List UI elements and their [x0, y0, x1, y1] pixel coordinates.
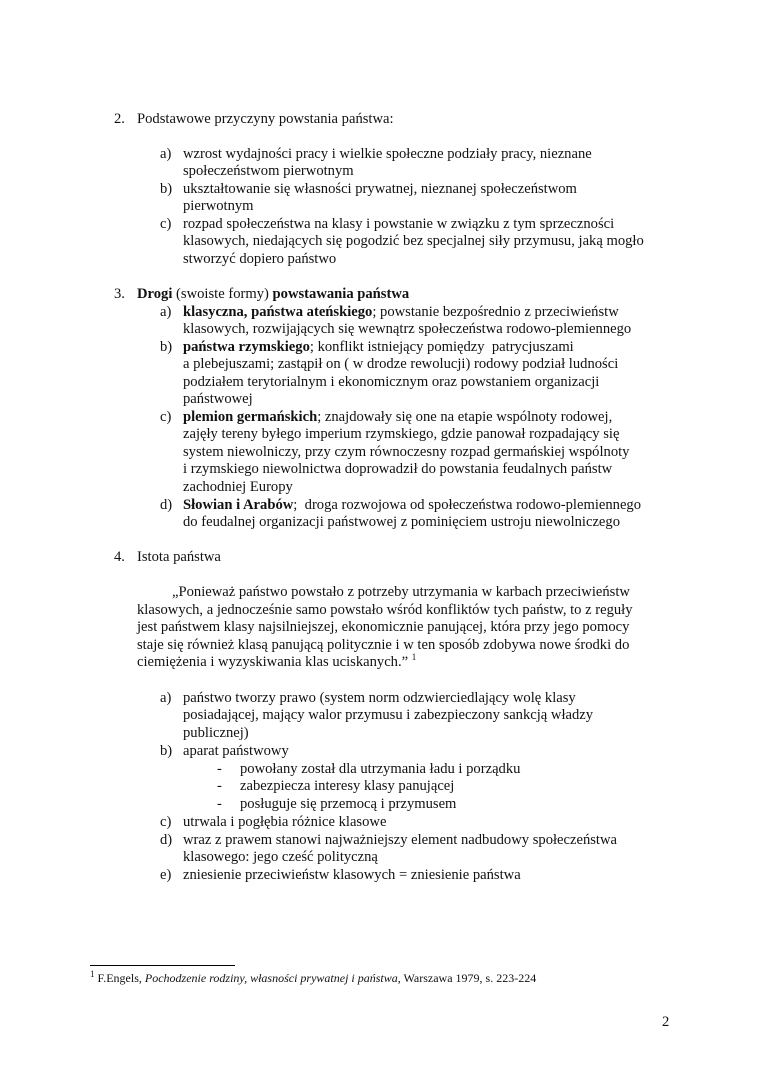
sec2-item-a-line: społeczeństwom pierwotnym	[183, 163, 354, 179]
quote-line: jest państwem klasy najsilniejszej, ekonomicznie panującej, która przy jego pomocy	[137, 619, 630, 635]
sub-item-dash: -	[217, 778, 222, 794]
quote-last-line	[137, 654, 416, 671]
sub-item-text: posługuje się przemocą i przymusem	[240, 796, 457, 812]
sub-item-text: powołany został dla utrzymania ładu i porządku	[240, 761, 521, 777]
sec4-item-d-line: wraz z prawem stanowi najważniejszy element nadbudowy społeczeństwa	[183, 832, 618, 848]
sec2-item-c-line: rozpad społeczeństwa na klasy i powstanie w związku z tym sprzeczności	[183, 216, 615, 232]
sec3-item-d-first-line	[183, 497, 641, 514]
footnote-mark: 1	[90, 969, 95, 979]
sec3-item-c-rest: ; znajdowały się one na etapie wspólnoty rodowej,	[317, 409, 613, 425]
section-3-title-normal: (swoiste formy)	[172, 286, 273, 302]
sec2-item-c-line: stworzyć dopiero państwo	[183, 251, 337, 267]
sec4-item-a-label: a)	[160, 690, 172, 706]
sec3-item-c-first-line	[183, 409, 612, 426]
section-3-title-bold: powstawania państwa	[272, 286, 410, 302]
sec2-item-b-line: pierwotnym	[183, 198, 254, 214]
sec3-item-b-label: b)	[160, 339, 173, 355]
sec2-item-a-label: a)	[160, 146, 172, 162]
footnote-separator	[90, 965, 235, 966]
sec4-item-b-label: b)	[160, 743, 173, 759]
section-2-title: Podstawowe przyczyny powstania państwa:	[137, 111, 394, 127]
sub-item-dash: -	[217, 796, 222, 812]
sec4-item-e-label: e)	[160, 867, 172, 883]
quote-line: ciemiężenia i wyzyskiwania klas uciskanych.”	[137, 654, 412, 670]
sec3-item-a-label: a)	[160, 304, 172, 320]
sec3-item-c-line: i rzymskiego niewolnictwa doprowadził do powstania feudalnych państw	[183, 461, 613, 477]
section-3-number: 3.	[114, 286, 125, 302]
sec3-item-c-label: c)	[160, 409, 172, 425]
sec3-item-d-rest: ; droga rozwojowa od społeczeństwa rodowo-plemiennego	[293, 497, 642, 513]
sec3-item-b-line: a plebejuszami; zastąpił on ( w drodze rewolucji) rodowy podział ludności	[183, 356, 619, 372]
sec3-item-d-bold: Słowian i Arabów	[183, 497, 294, 513]
section-2-number: 2.	[114, 111, 125, 127]
sec4-item-d-label: d)	[160, 832, 173, 848]
sec4-item-c-label: c)	[160, 814, 172, 830]
page-number: 2	[662, 1014, 670, 1030]
sec4-item-d-line: klasowego: jego cześć polityczną	[183, 849, 378, 865]
sec4-item-a-line: publicznej)	[183, 725, 249, 741]
quote-line: „Ponieważ państwo powstało z potrzeby utrzymania w karbach przeciwieństw	[172, 584, 630, 600]
sec3-item-c-line: zajęły tereny byłego imperium rzymskiego, gdzie panował rozpadający się	[183, 426, 620, 442]
quote-line: klasowych, a jednocześnie samo powstało wśród konfliktów tych państw, to z reguły	[137, 602, 633, 618]
footnote	[90, 971, 536, 985]
footnote-rest: , Warszawa 1979, s. 223-224	[397, 971, 537, 985]
sec2-item-b-label: b)	[160, 181, 173, 197]
sec3-item-b-line: podziałem terytorialnym i ekonomicznym oraz powstaniem organizacji	[183, 374, 600, 390]
sec3-item-b-line: państwowej	[183, 391, 253, 407]
section-4-number: 4.	[114, 549, 125, 565]
sec3-item-d-label: d)	[160, 497, 173, 513]
section-3-title-bold: Drogi	[137, 286, 173, 302]
sub-item-dash: -	[217, 761, 222, 777]
section-3-title	[137, 286, 409, 303]
sub-item-text: zabezpiecza interesy klasy panującej	[240, 778, 455, 794]
sec4-item-a-line: państwo tworzy prawo (system norm odzwierciedlający wolę klasy	[183, 690, 576, 706]
sec3-item-c-line: system niewolniczy, przy czym równoczesny rozpad germańskiej wspólnoty	[183, 444, 630, 460]
sec2-item-a-line: wzrost wydajności pracy i wielkie społeczne podziały pracy, nieznane	[183, 146, 592, 162]
sec3-item-c-bold: plemion germańskich	[183, 409, 318, 425]
quote-line: staje się również klasą panującą politycznie i w ten sposób zdobywa nowe środki do	[137, 637, 630, 653]
sec3-item-a-bold: klasyczna, państwa ateńskiego	[183, 304, 373, 320]
sec3-item-d-line: do feudalnej organizacji państwowej z pominięciem ustroju niewolniczego	[183, 514, 621, 530]
sec3-item-c-line: zachodniej Europy	[183, 479, 293, 495]
footnote-title: Pochodzenie rodziny, własności prywatnej i państwa	[144, 971, 398, 985]
footnote-reference[interactable]: 1	[411, 652, 417, 663]
sec2-item-b-line: ukształtowanie się własności prywatnej, nieznanej społeczeństwom	[183, 181, 577, 197]
section-4-title: Istota państwa	[137, 549, 221, 565]
sec2-item-c-line: klasowych, niedających się pogodzić bez specjalnej siły przymusu, jaką mogło	[183, 233, 644, 249]
sec4-item-a-line: posiadającej, mający walor przymusu i zabezpieczony sankcją władzy	[183, 707, 594, 723]
sec3-item-a-line: klasowych, rozwijających się wewnątrz społeczeństwa rodowo-plemiennego	[183, 321, 632, 337]
sec3-item-b-rest: ; konflikt istniejący pomiędzy patrycjuszami	[309, 339, 574, 355]
footnote-author: F.Engels,	[94, 971, 145, 985]
sec3-item-b-bold: państwa rzymskiego	[183, 339, 310, 355]
sec4-item-b-line: aparat państwowy	[183, 743, 289, 759]
sec3-item-a-first-line	[183, 304, 619, 321]
sec3-item-b-first-line	[183, 339, 574, 356]
sec2-item-c-label: c)	[160, 216, 172, 232]
sec3-item-a-rest: ; powstanie bezpośrednio z przeciwieństw	[372, 304, 619, 320]
sec4-item-c-line: utrwala i pogłębia różnice klasowe	[183, 814, 387, 830]
sec4-item-e-line: zniesienie przeciwieństw klasowych = zniesienie państwa	[183, 867, 521, 883]
